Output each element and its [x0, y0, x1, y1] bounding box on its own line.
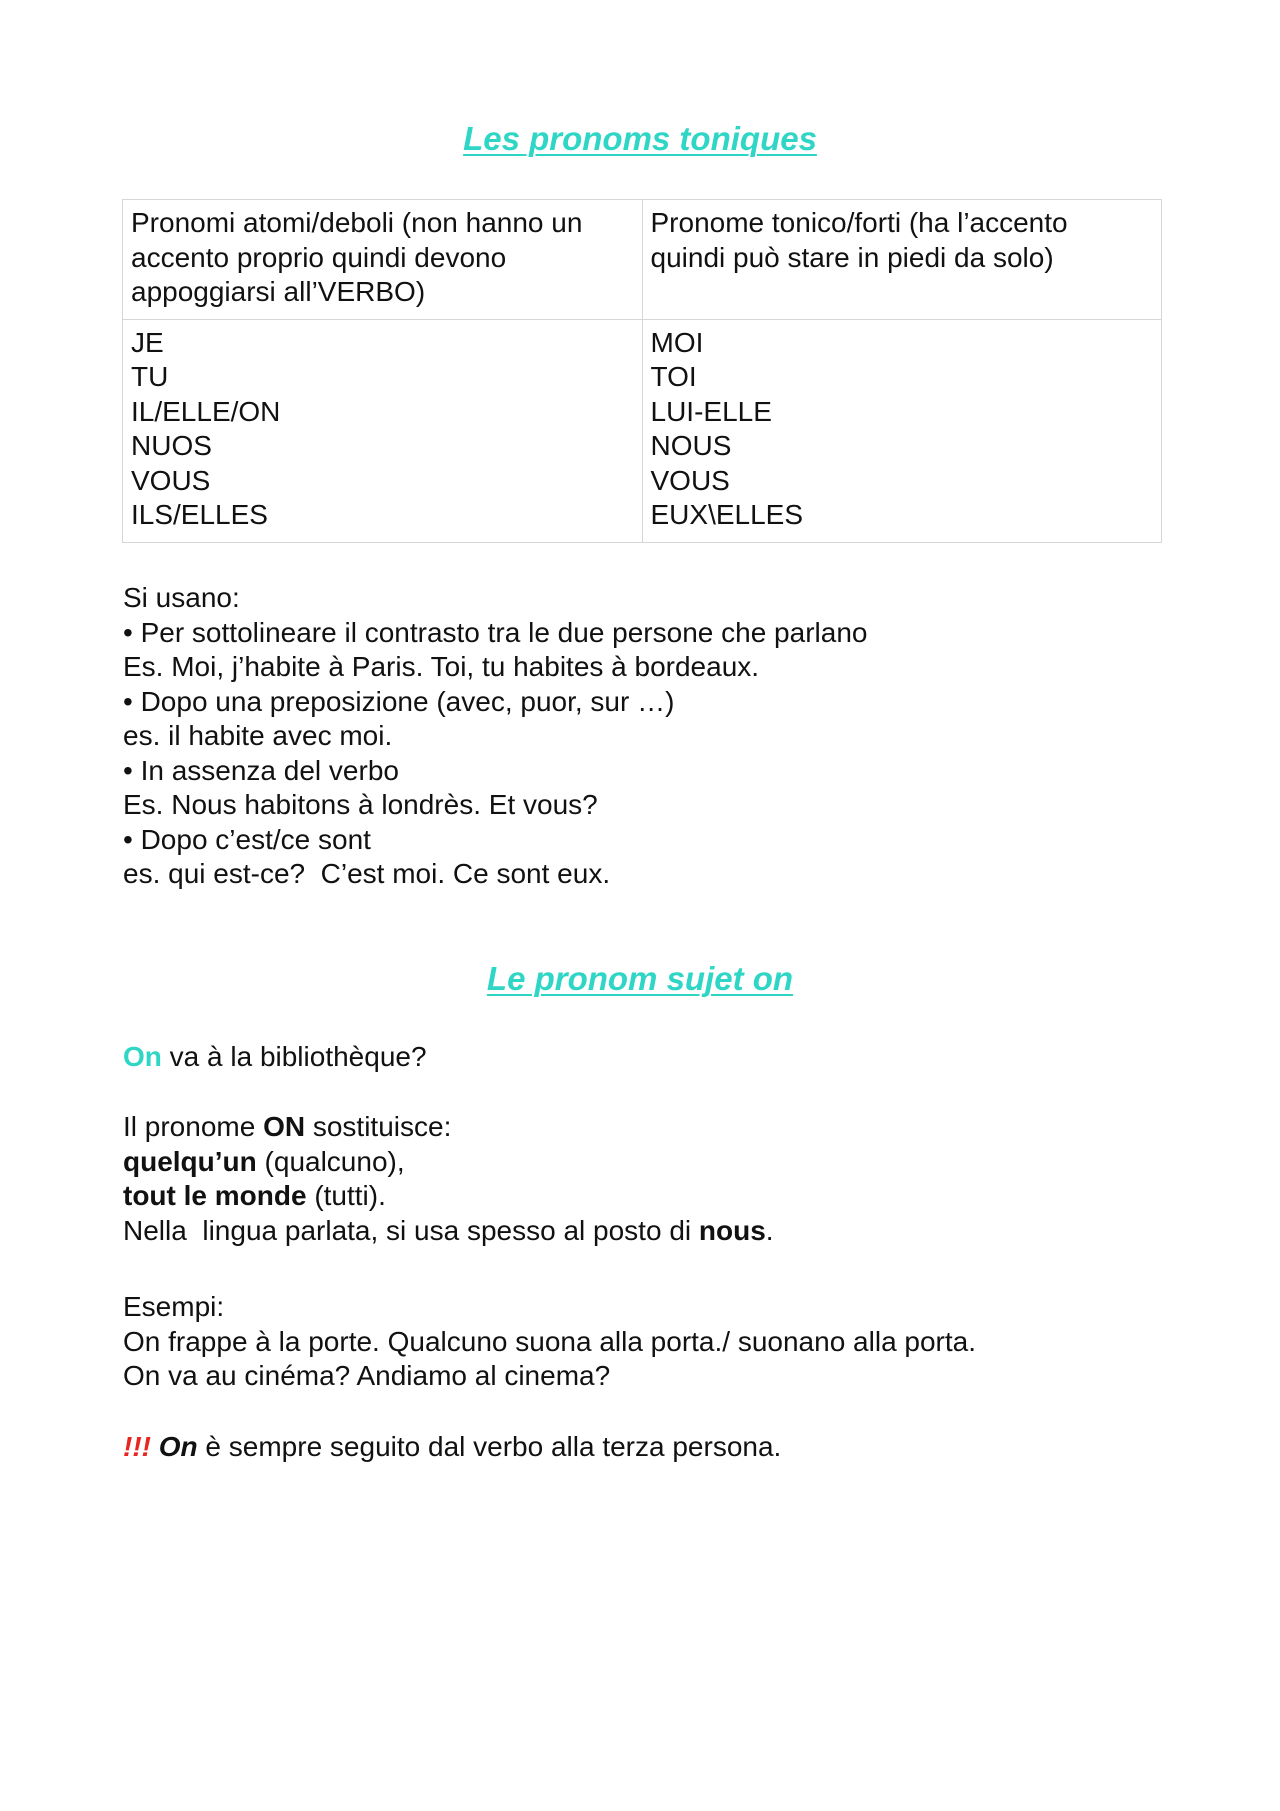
strong-pronoun: EUX\ELLES: [650, 499, 804, 530]
bold-run: ON: [263, 1111, 306, 1142]
usage-line: • Dopo una preposizione (avec, puor, sur …): [123, 685, 675, 717]
weak-pronoun: ILS/ELLES: [131, 499, 268, 530]
on-highlight: On: [123, 1041, 162, 1072]
usage-line: Si usano:: [123, 582, 240, 613]
weak-pronoun-list: [123, 319, 643, 542]
section-title-pronom-sujet-on: Le pronom sujet on: [486, 960, 794, 997]
on-replaces-notes: [123, 1110, 1203, 1248]
weak-pronoun: VOUS: [131, 464, 211, 496]
example-line: Esempi:: [123, 1291, 225, 1322]
usage-line: • In assenza del verbo: [123, 754, 399, 786]
replaces-line: [123, 1110, 1203, 1145]
section-title-pronoms-toniques: Les pronoms toniques: [463, 120, 817, 157]
pronouns-table: [122, 199, 1162, 543]
strong-pronoun: MOI: [650, 326, 704, 358]
header-line: quindi può stare in piedi da solo): [650, 241, 1054, 273]
intro-rest: va à la bibliothèque?: [161, 1041, 427, 1072]
replaces-line: [123, 1214, 1203, 1249]
warning-mark: !!!: [123, 1431, 151, 1462]
example-line: On va au cinéma? Andiamo al cinema?: [123, 1360, 611, 1391]
text-run: (tutti).: [306, 1180, 386, 1211]
bold-run: nous: [698, 1214, 766, 1246]
weak-pronoun: TU: [131, 361, 169, 392]
usage-notes: [123, 581, 1203, 892]
examples: [123, 1290, 1203, 1394]
bold-run: quelqu’un: [123, 1145, 257, 1177]
usage-line: • Per sottolineare il contrasto tra le due persone che parlano: [123, 616, 868, 648]
warning-rest: è sempre seguito dal verbo alla terza persona.: [197, 1431, 782, 1462]
warning-on: On: [158, 1431, 198, 1462]
header-line: Pronome tonico/forti (ha l’accento: [650, 207, 1068, 238]
text-run: .: [765, 1214, 774, 1246]
intro-line: [123, 1040, 1203, 1075]
intro-sentence: [123, 1040, 1203, 1075]
header-line: accento proprio quindi devono: [131, 241, 507, 273]
header-line: appoggiarsi all’VERBO): [131, 276, 426, 307]
table-header-row: [123, 200, 1162, 320]
replaces-line: [123, 1145, 1203, 1180]
text-run: sostituisce:: [305, 1111, 452, 1142]
strong-pronoun: LUI-ELLE: [650, 395, 772, 427]
header-line: Pronomi atomi/deboli (non hanno un: [131, 207, 583, 238]
header-weak-pronouns: [123, 200, 643, 320]
text-run: Il pronome: [123, 1111, 264, 1142]
strong-pronoun: NOUS: [650, 430, 732, 461]
strong-pronoun: VOUS: [650, 464, 730, 496]
bold-run: tout le monde: [123, 1180, 307, 1211]
usage-line: • Dopo c’est/ce sont: [123, 823, 371, 855]
usage-line: Es. Nous habitons à londrès. Et vous?: [123, 789, 598, 820]
warning-line: [123, 1430, 1203, 1465]
usage-line: Es. Moi, j’habite à Paris. Toi, tu habites à bordeaux.: [123, 651, 760, 682]
text-run: Nella lingua parlata, si usa spesso al posto di: [123, 1214, 699, 1246]
warning-note: [123, 1430, 1203, 1465]
weak-pronoun: IL/ELLE/ON: [131, 395, 281, 427]
example-line: On frappe à la porte. Qualcuno suona alla porta./ suonano alla porta.: [123, 1325, 977, 1357]
replaces-line: [123, 1179, 1203, 1214]
strong-pronoun: TOI: [650, 361, 697, 392]
usage-line: es. qui est-ce? C’est moi. Ce sont eux.: [123, 858, 611, 889]
weak-pronoun: NUOS: [131, 430, 212, 461]
strong-pronoun-list: [642, 319, 1162, 542]
usage-line: es. il habite avec moi.: [123, 720, 393, 751]
text-run: (qualcuno),: [256, 1145, 405, 1177]
weak-pronoun: JE: [131, 326, 164, 358]
header-strong-pronouns: [642, 200, 1162, 320]
table-row: [123, 319, 1162, 542]
